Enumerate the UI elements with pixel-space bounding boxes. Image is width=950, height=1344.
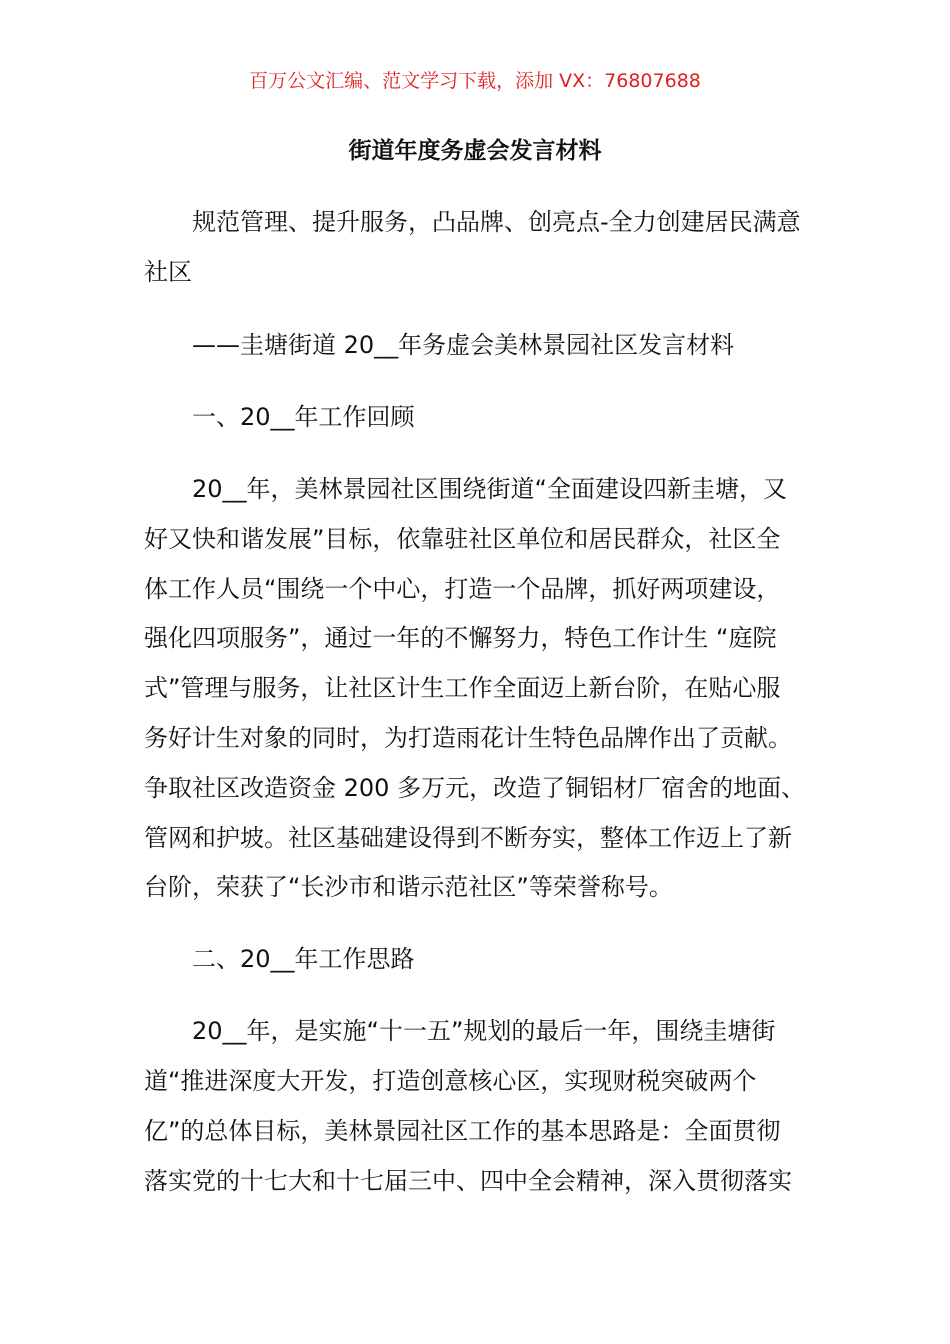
paragraph-line: 强化四项服务”，通过一年的不懈努力，特色工作计生 “庭院	[144, 624, 777, 652]
paragraph-line: 20__年，是实施“十一五”规划的最后一年，围绕圭塘街	[192, 1017, 776, 1045]
paragraph-line: 落实党的十七大和十七届三中、四中全会精神，深入贯彻落实	[144, 1167, 792, 1195]
paragraph-line: 好又快和谐发展”目标，依靠驻社区单位和居民群众，社区全	[144, 525, 781, 553]
document-title: 街道年度务虚会发言材料	[348, 138, 602, 164]
section-heading-1: 一、20__年工作回顾	[192, 403, 415, 431]
paragraph-line: 20__年，美林景园社区围绕街道“全面建设四新圭塘，又	[192, 475, 787, 503]
paragraph-line: 争取社区改造资金 200 多万元，改造了铜铝材厂宿舍的地面、	[144, 774, 806, 802]
subtitle-line: 社区	[144, 258, 192, 286]
section-heading-2: 二、20__年工作思路	[192, 945, 415, 973]
paragraph-line: 道“推进深度大开发，打造创意核心区，实现财税突破两个	[144, 1067, 757, 1095]
paragraph-line: 体工作人员“围绕一个中心，打造一个品牌，抓好两项建设，	[144, 575, 781, 603]
byline: ——圭塘街道 20__年务虚会美林景园社区发言材料	[192, 331, 735, 359]
paragraph-line: 管网和护坡。社区基础建设得到不断夯实，整体工作迈上了新	[144, 824, 792, 852]
watermark-header: 百万公文汇编、范文学习下载，添加 VX：76807688	[249, 70, 701, 92]
subtitle-line: 规范管理、提升服务，凸品牌、创亮点-全力创建居民满意	[192, 208, 801, 236]
paragraph-line: 台阶，荣获了“长沙市和谐示范社区”等荣誉称号。	[144, 873, 673, 901]
paragraph-line: 亿”的总体目标，美林景园社区工作的基本思路是：全面贯彻	[144, 1117, 781, 1145]
paragraph-line: 式”管理与服务，让社区计生工作全面迈上新台阶，在贴心服	[144, 674, 781, 702]
paragraph-line: 务好计生对象的同时，为打造雨花计生特色品牌作出了贡献。	[144, 724, 792, 752]
